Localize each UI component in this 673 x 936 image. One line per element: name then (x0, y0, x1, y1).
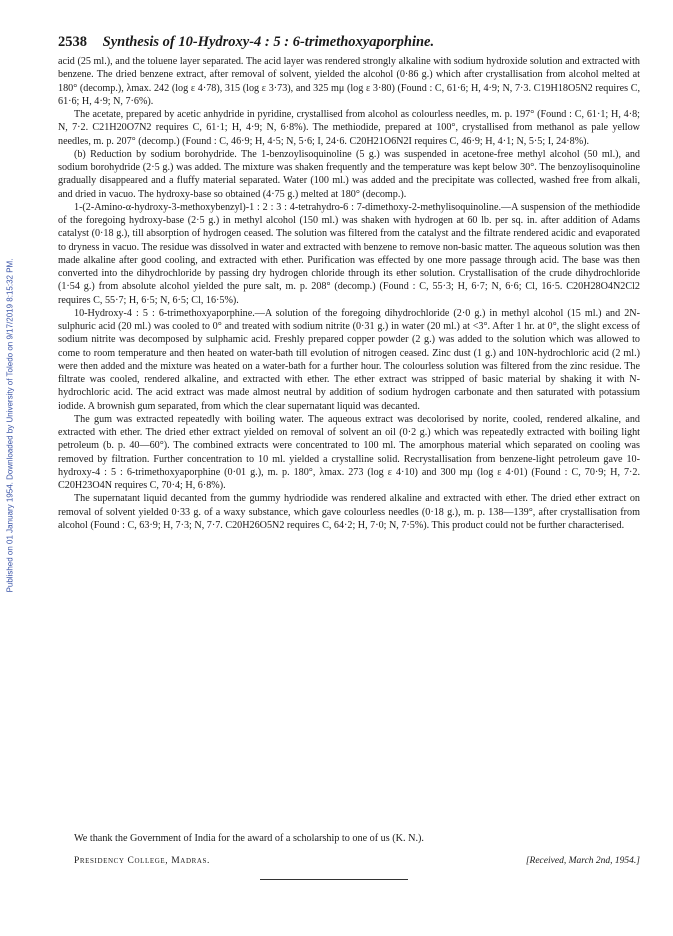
institution: Presidency College, Madras. (74, 856, 210, 866)
paragraph-acetate: The acetate, prepared by acetic anhydride in pyridine, crystallised from alcohol as colourless needles, m. p. 197° (Found : C, 61·1; H, 4·8; N, 7·2. C21H20O7N2 requires C, 61·1; H, 4·9; N, 6·8%). The methiodide, prepared at 100°, crystallised from methanol as pale yellow needles, m. p. 207° (decomp.) (Found : C, 46·9; H, 4·5; N, 5·6; I, 24·6. C20H21O6N2I requires C, 46·9; H, 4·1; N, 5·5; I, 24·8%). (58, 109, 640, 147)
download-watermark (4, 180, 16, 670)
running-title: Synthesis of 10-Hydroxy-4 : 5 : 6- (102, 34, 305, 50)
paragraph-alcohol: acid (25 ml.), and the toluene layer separated. The acid layer was rendered strongly alkaline with sodium hydroxide solution and extracted with benzene. The dried benzene extract, after removal of solvent, yielded the alcohol (0·86 g.) which after crystallisation from alcohol melted at 180° (decomp.), λmax. 242 (log ε 4·78), 315 (log ε 3·73), and 325 mμ (log ε 3·80) (Found : C, 61·6; H, 4·9; N, 7·3. C19H18O5N2 requires C, 61·6; H, 4·9; N, 7·6%). (58, 56, 640, 107)
paragraph-gum-extraction: The gum was extracted repeatedly with boiling water. The aqueous extract was decolorised by norite, cooled, rendered alkaline, and extracted with ether. The dried ether extract yielded on removal of solvent an oil (0·2 g.) which was repeatedly extracted with boiling light petroleum (b. p. 40—60°). The combined extracts were concentrated to 100 ml. The amorphous material which separated on cooling was removed by filtration. Further concentration to 10 ml. yielded a crystalline solid. Recrystallisation from benzene-light petroleum gave 10-hydroxy-4 : 5 : 6-trimethoxyaporphine (0·01 g.), m. p. 180°, λmax. 273 (log ε 4·10) and 300 mμ (log ε 4·01) (Found : C, 70·9; H, 7·2. C20H23O4N requires C, 70·4; H, 6·8%). (58, 413, 640, 491)
end-rule (260, 879, 408, 880)
page-header (58, 34, 638, 51)
download-watermark-text: Published on 01 January 1954. Downloaded by University of Toledo on 9/17/2019 8:15:32 PM. (5, 258, 15, 592)
acknowledgement: We thank the Government of India for the award of a scholarship to one of us (K. N.). (74, 833, 424, 844)
running-title-suffix: trimethoxyaporphine. (304, 34, 435, 50)
footer (74, 856, 640, 866)
paragraph-aporphine-synthesis: 10-Hydroxy-4 : 5 : 6-trimethoxyaporphine.—A solution of the foregoing dihydrochloride (2·0 g.) in methyl alcohol (15 ml.) and 2N-sulphuric acid (20 ml.) was cooled to 0° and treated with sodium nitrite (0·31 g.) in water (20 ml.) at <3°. After 1 hr. at 0°, the slight excess of sodium nitrite was decomposed by sulphamic acid. Freshly prepared copper powder (2 g.) was added to the solution which was allowed to come to room temperature and then heated on water-bath till evolution of nitrogen ceased. Zinc dust (1 g.) and 10N-hydrochloric acid (2 ml.) were then added and the mixture was heated on a water-bath for a further hour. The colourless solution was filtered from the zinc residue. The filtrate was cooled, rendered alkaline, and extracted with ether. The ether extract was stripped of basic material by shaking it with N-hydrochloric acid. The acid extract was made almost neutral by addition of sodium hydrogen carbonate and then saturated with potassium iodide. A brownish gum separated, from which the clear supernatant liquid was decanted. (58, 307, 640, 412)
paragraph-borohydride: (b) Reduction by sodium borohydride. The 1-benzoylisoquinoline (5 g.) was suspended in acetone-free methyl alcohol (50 ml.), and sodium borohydride (2·5 g.) was added. The mixture was shaken frequently and the temperature was kept below 30°. The benzoylisoquinoline gradually disappeared and a fluffy material separated. Water (100 ml.) was added and the precipitate was collected, washed free from alkali, and dried in vacuo. The hydroxy-base so obtained (4·75 g.) melted at 180° (decomp.). (58, 148, 640, 200)
article-body (58, 55, 640, 532)
received-date: [Received, March 2nd, 1954.] (525, 856, 640, 866)
paragraph-supernatant: The supernatant liquid decanted from the gummy hydriodide was rendered alkaline and extracted with ether. The dried ether extract on removal of solvent yielded 0·33 g. of a waxy substance, which gave colourless needles (0·18 g.), m. p. 138—139°, after crystallisation from alcohol (Found : C, 63·9; H, 7·3; N, 7·7. C20H26O5N2 requires C, 64·2; H, 7·0; N, 7·5%). This product could not be further characterised. (58, 493, 640, 531)
paragraph-tetrahydro: 1-(2-Amino-α-hydroxy-3-methoxybenzyl)-1 : 2 : 3 : 4-tetrahydro-6 : 7-dimethoxy-2-methylisoquinoline.—A suspension of the methiodide of the foregoing hydroxy-base (2·5 g.) in methyl alcohol (150 ml.) was shaken with hydrogen at 60 lb. per sq. in. after addition of Adams catalyst (0·18 g.), till absorption of hydrogen ceased. The solution was filtered from the catalyst and the filtrate rendered acidic and evaporated to dryness in vacuo. The residue was dissolved in water and extracted with benzene to remove non-basic matter. The aqueous solution was then made alkaline after good cooling, and extracted with ether. Purification was effected by one more passage through acid. The base was then converted into the dihydrochloride by passing dry hydrogen chloride through its ether solution. Crystallisation of the crude dihydrochloride (1·54 g.) from absolute alcohol yielded the pure salt, m. p. 208° (decomp.) (Found : C, 55·3; H, 6·7; N, 6·6; Cl, 16·5. C20H28O4N2Cl2 requires C, 55·7; H, 6·5; N, 6·5; Cl, 16·5%). (58, 201, 640, 306)
page-number: 2538 (58, 34, 87, 50)
